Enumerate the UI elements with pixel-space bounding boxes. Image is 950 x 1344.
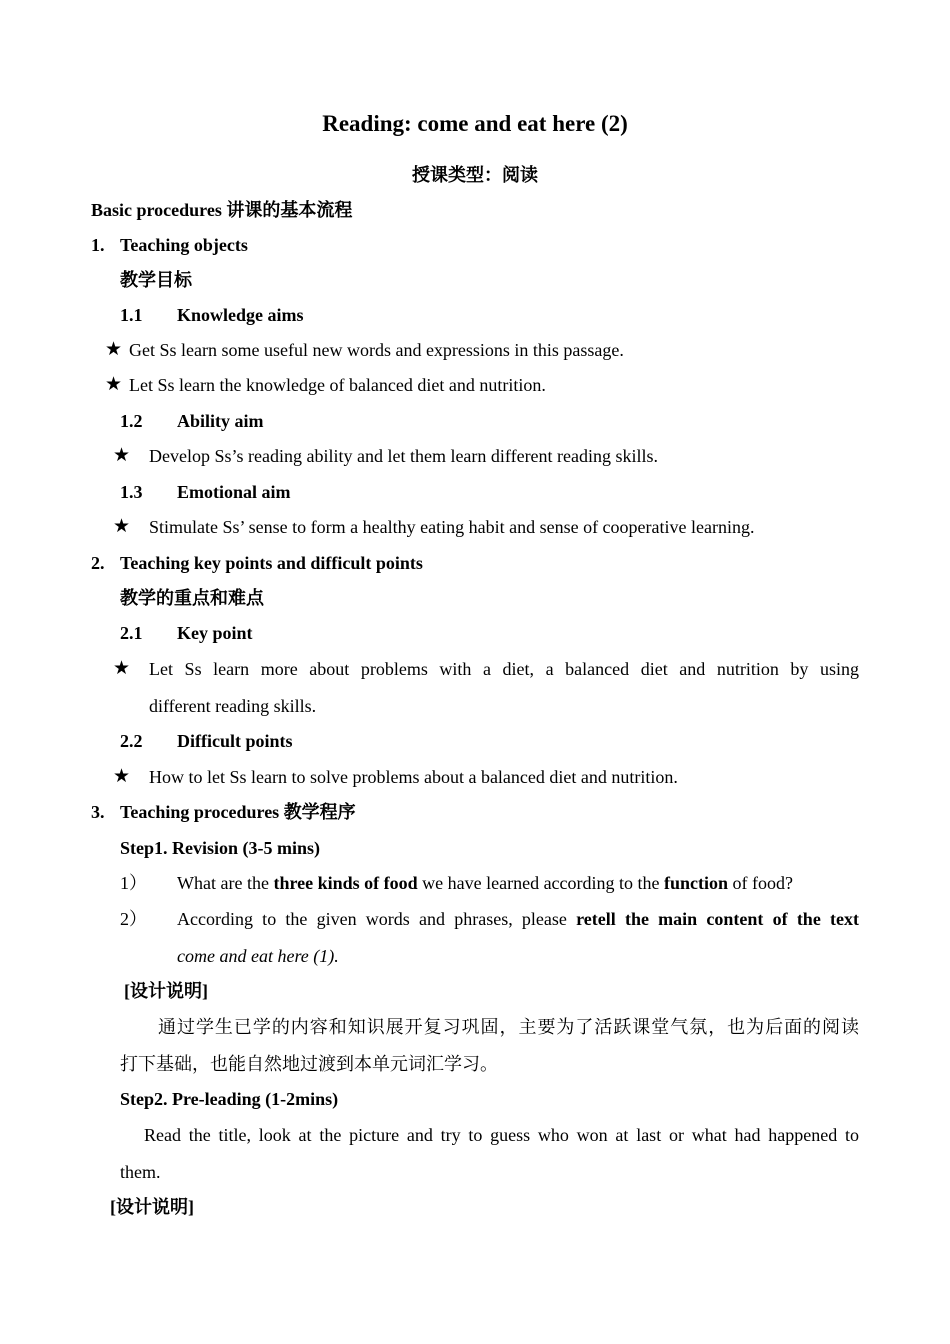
ability-aim-item: Develop Ss’s reading ability and let them learn different reading skills.: [149, 446, 659, 466]
subsection-1-1-title: Knowledge aims: [177, 305, 304, 325]
lesson-type: 授课类型：阅读: [412, 165, 538, 185]
question-1: What are the three kinds of food we have learned according to the function of food?: [177, 873, 794, 893]
knowledge-aim-item: Let Ss learn the knowledge of balanced diet and nutrition.: [129, 375, 546, 395]
subsection-1-3-title: Emotional aim: [177, 482, 291, 502]
step-2-text-continued: them.: [120, 1162, 161, 1182]
question-2: According to the given words and phrases, please retell the main content of the text: [177, 909, 860, 929]
subsection-2-2-number: 2.2: [120, 731, 143, 751]
star-bullet-icon: ★: [105, 374, 123, 395]
star-bullet-icon: ★: [113, 658, 131, 679]
knowledge-aim-item: Get Ss learn some useful new words and expressions in this passage.: [129, 340, 624, 360]
basic-procedures-heading: Basic procedures 讲课的基本流程: [91, 200, 353, 220]
subsection-2-1-number: 2.1: [120, 623, 143, 643]
subsection-1-2-number: 1.2: [120, 411, 143, 431]
step-2-text: Read the title, look at the picture and try to guess who won at last or what had happened to: [144, 1125, 859, 1145]
question-1-number: 1）: [120, 873, 147, 893]
design-note-1-text-continued: 打下基础，也能自然地过渡到本单元词汇学习。: [120, 1054, 498, 1074]
star-bullet-icon: ★: [113, 516, 131, 537]
design-note-1-text: 通过学生已学的内容和知识展开复习巩固，主要为了活跃课堂气氛，也为后面的阅读: [158, 1017, 859, 1037]
step-1-heading: Step1. Revision (3-5 mins): [120, 838, 321, 858]
subsection-1-2-title: Ability aim: [177, 411, 264, 431]
subsection-1-3-number: 1.3: [120, 482, 143, 502]
step-2-heading: Step2. Pre-leading (1-2mins): [120, 1089, 339, 1109]
page-title: Reading: come and eat here (2): [322, 111, 628, 136]
section-1-number: 1.: [91, 235, 105, 255]
star-bullet-icon: ★: [113, 766, 131, 787]
key-point-item-continued: different reading skills.: [149, 696, 317, 716]
section-1-heading: Teaching objects: [120, 235, 248, 255]
section-2-heading: Teaching key points and difficult points: [120, 553, 423, 573]
star-bullet-icon: ★: [113, 445, 131, 466]
design-note-2-heading: [设计说明]: [110, 1197, 194, 1217]
section-2-number: 2.: [91, 553, 105, 573]
section-2-heading-cn: 教学的重点和难点: [120, 588, 264, 608]
section-3-heading: Teaching procedures 教学程序: [120, 802, 356, 822]
key-point-item: Let Ss learn more about problems with a diet, a balanced diet and nutrition by using: [149, 659, 859, 679]
question-2-continued: come and eat here (1).: [177, 946, 339, 966]
difficult-point-item: How to let Ss learn to solve problems about a balanced diet and nutrition.: [149, 767, 678, 787]
emotional-aim-item: Stimulate Ss’ sense to form a healthy eating habit and sense of cooperative learning.: [149, 517, 755, 537]
question-2-number: 2）: [120, 909, 147, 929]
subsection-1-1-number: 1.1: [120, 305, 143, 325]
design-note-1-heading: [设计说明]: [124, 981, 208, 1001]
subsection-2-1-title: Key point: [177, 623, 253, 643]
subsection-2-2-title: Difficult points: [177, 731, 293, 751]
section-3-number: 3.: [91, 802, 105, 822]
star-bullet-icon: ★: [105, 339, 123, 360]
section-1-heading-cn: 教学目标: [120, 270, 192, 290]
